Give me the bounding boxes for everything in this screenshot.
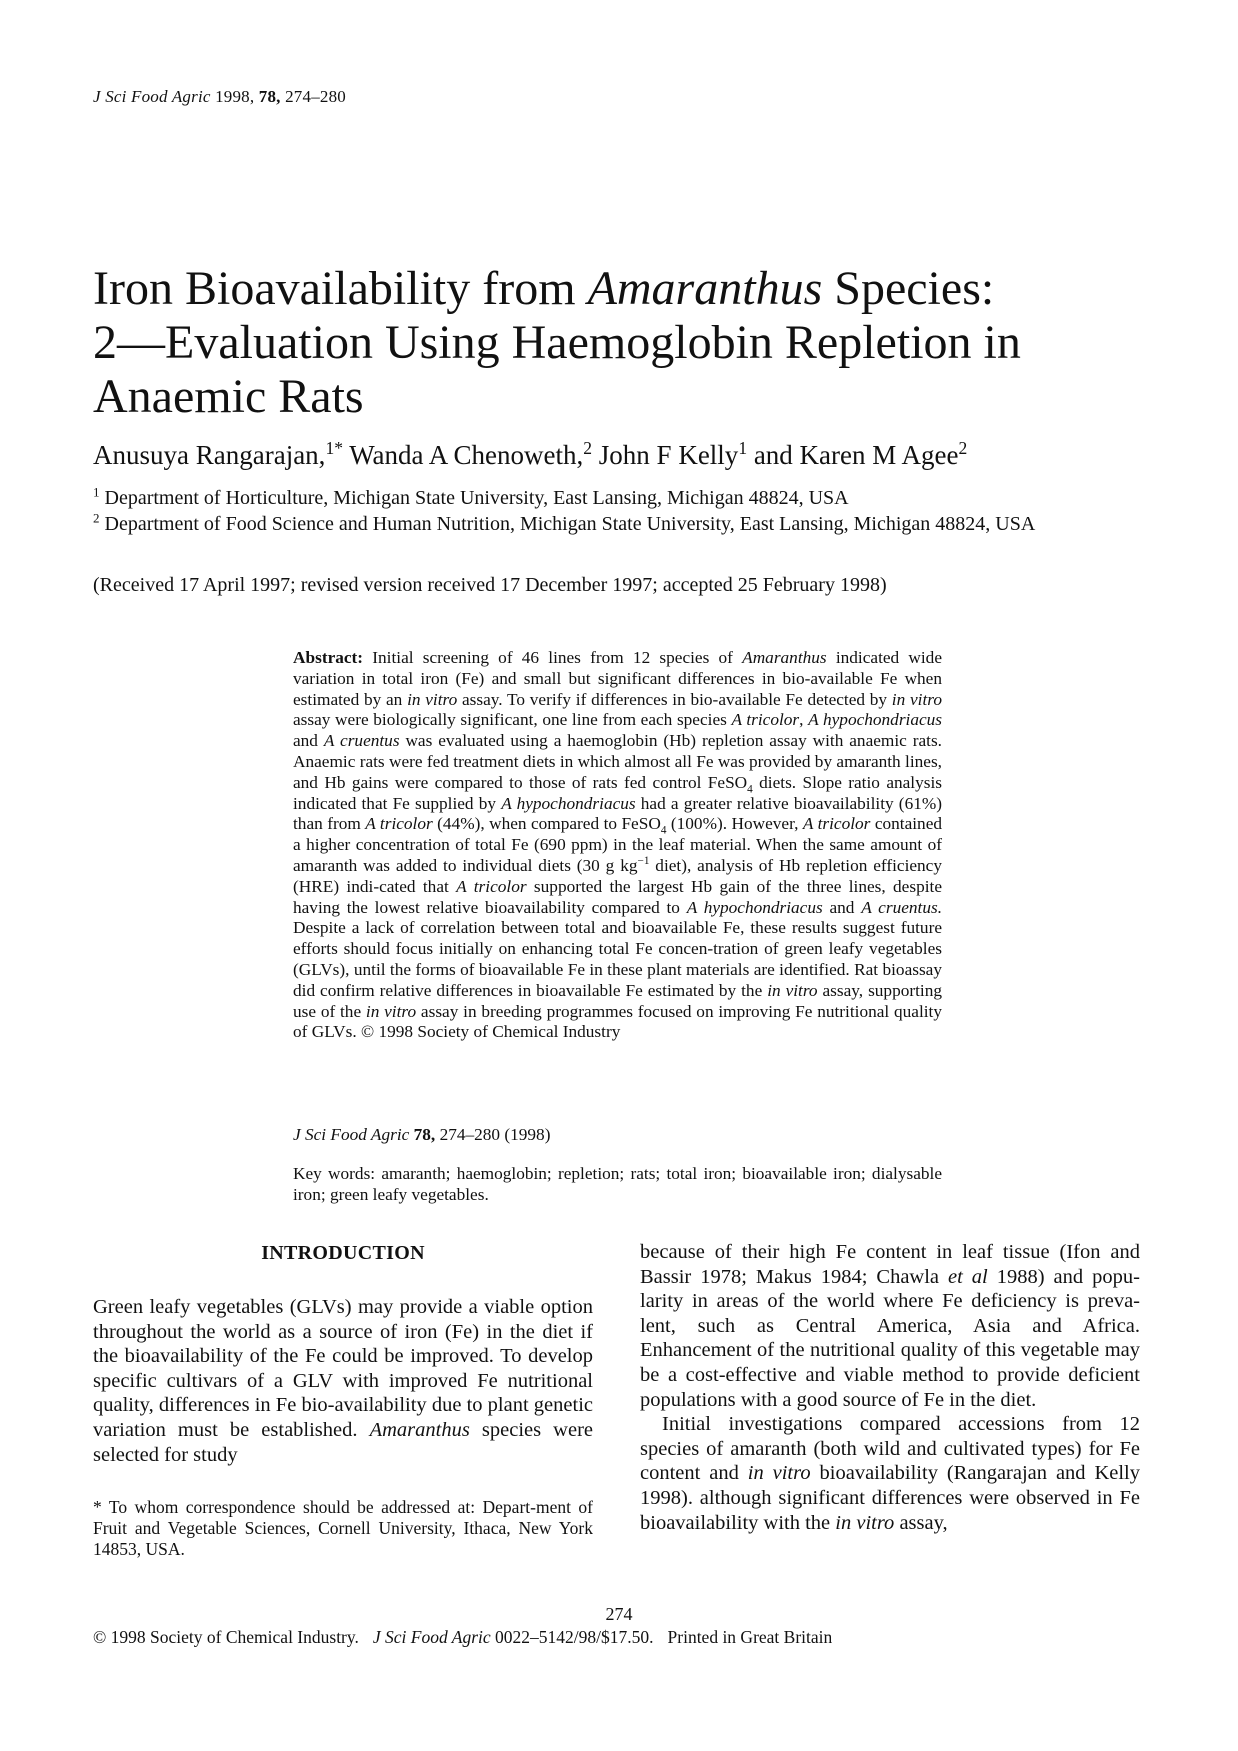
affiliation-1: $^1$ Department of Horticulture, Michigan State University, East Lansing, Michigan 48824, USA: [93, 484, 849, 509]
abstract-label: Abstract:: [293, 648, 364, 667]
abstract-citation: J Sci Food Agric 78, 274–280 (1998): [293, 1125, 551, 1144]
journal-volume: 78,: [258, 87, 281, 106]
paragraph: because of their high Fe content in leaf tissue (Ifon and Bassir 1978; Makus 1984; Chawla et al 1988) and popu-larity in areas of the world where Fe deficiency is preva-lent, such as Central America, Asia and Africa. Enhancement of the nutritional quality of this vegetable may be a cost-effective and viable method to provide deficient populations with a good source of Fe in the diet.: [640, 1241, 1140, 1411]
body-column-right: [640, 1240, 1140, 1535]
received-dates: (Received 17 April 1997; revised version received 17 December 1997; accepted 25 February 1998): [93, 574, 887, 596]
author-list: [93, 438, 967, 472]
title-line-1-pre: Iron Bioavailability from: [93, 262, 588, 315]
author-4: and Karen M Agee$^2$: [753, 438, 968, 470]
author-3: John F Kelly$^1$: [598, 438, 748, 470]
author-2: Wanda A Chenoweth,$^2$: [349, 438, 593, 470]
author-1: Anusuya Rangarajan,$^{1*}$: [93, 438, 343, 470]
section-heading-introduction: INTRODUCTION: [261, 1242, 425, 1264]
affiliation-2: $^2$ Department of Food Science and Human Nutrition, Michigan State University, East Lansing, Michigan 48824, USA: [93, 510, 1036, 535]
body-column-left: Green leafy vegetables (GLVs) may provide a viable option throughout the world as a source of iron (Fe) in the diet if the bioavailability of the Fe could be improved. To develop specific cultivars of a GLV with improved Fe nutritional quality, differences in Fe bio-availability due to plant genetic variation must be established. Amaranthus species were selected for study: [93, 1296, 594, 1466]
journal-abbrev: J Sci Food Agric: [93, 87, 211, 106]
footer-journal: J Sci Food Agric 0022–5142/98/$17.50.: [372, 1627, 654, 1647]
article-title: [93, 262, 1173, 424]
footer-copyright: © 1998 Society of Chemical Industry.: [93, 1627, 359, 1647]
keywords-label: Key words:: [293, 1164, 376, 1183]
title-line-1-italic: Amaranthus: [587, 262, 823, 315]
journal-pages: 274–280: [285, 87, 346, 106]
journal-header: [93, 87, 346, 107]
journal-year: 1998,: [215, 87, 255, 106]
keywords-text: amaranth; haemoglobin; repletion; rats; total iron; bioavailable iron; dialysable iron; green leafy vegetables.: [293, 1164, 942, 1204]
abstract: Abstract: Initial screening of 46 lines from 12 species of Amaranthus indicated wide variation in total iron (Fe) and small but significant differences in bio-available Fe when estimated by an in vitro assay. To verify if differences in bio-available Fe detected by in vitro assay were biologically significant, one line from each species A tricolor, A hypochondriacus and A cruentus was evaluated using a haemoglobin (Hb) repletion assay with anaemic rats. Anaemic rats were fed treatment diets in which almost all Fe was provided by amaranth lines, and Hb gains were compared to those of rats fed control FeSO$_4$ diets. Slope ratio analysis indicated that Fe supplied by A hypochondriacus had a greater relative bioavailability (61%) than from A tricolor (44%), when compared to FeSO$_4$ (100%). However, A tricolor contained a higher concentration of total Fe (690 ppm) in the leaf material. When the same amount of amaranth was added to individual diets (30 g $kg^{-1}$ diet), analysis of Hb repletion efficiency (HRE) indi-cated that A tricolor supported the largest Hb gain of the three lines, despite having the lowest relative bioavailability compared to A hypochondriacus and A cruentus. Despite a lack of correlation between total and bioavailable Fe, these results suggest future efforts should focus initially on enhancing total Fe concen-tration of green leafy vegetables (GLVs), until the forms of bioavailable Fe in these plant materials are identified. Rat bioassay did confirm relative differences in bioavailable Fe estimated by the in vitro assay, supporting use of the in vitro assay in breeding programmes focused on improving Fe nutritional quality of GLVs. © 1998 Society of Chemical Industry: [293, 648, 943, 1042]
page-number: 274: [605, 1604, 633, 1624]
title-line-1-post: Species:: [822, 262, 995, 315]
paragraph: Initial investigations compared accessions from 12 species of amaranth (both wild and cultivated types) for Fe content and in vitro bioavailability (Rangarajan and Kelly 1998). although significant differences were observed in Fe bioavailability with the in vitro assay,: [640, 1413, 1140, 1534]
keywords: [293, 1164, 942, 1206]
title-line-2: 2—Evaluation Using Haemoglobin Repletion in: [93, 316, 1021, 369]
footer-printed: Printed in Great Britain: [667, 1627, 833, 1647]
page-footer: [93, 1627, 832, 1648]
correspondence-footnote: * To whom correspondence should be addressed at: Depart-ment of Fruit and Vegetable Sciences, Cornell University, Ithaca, New York 14853, USA.: [93, 1497, 593, 1559]
title-line-3: Anaemic Rats: [93, 370, 364, 423]
